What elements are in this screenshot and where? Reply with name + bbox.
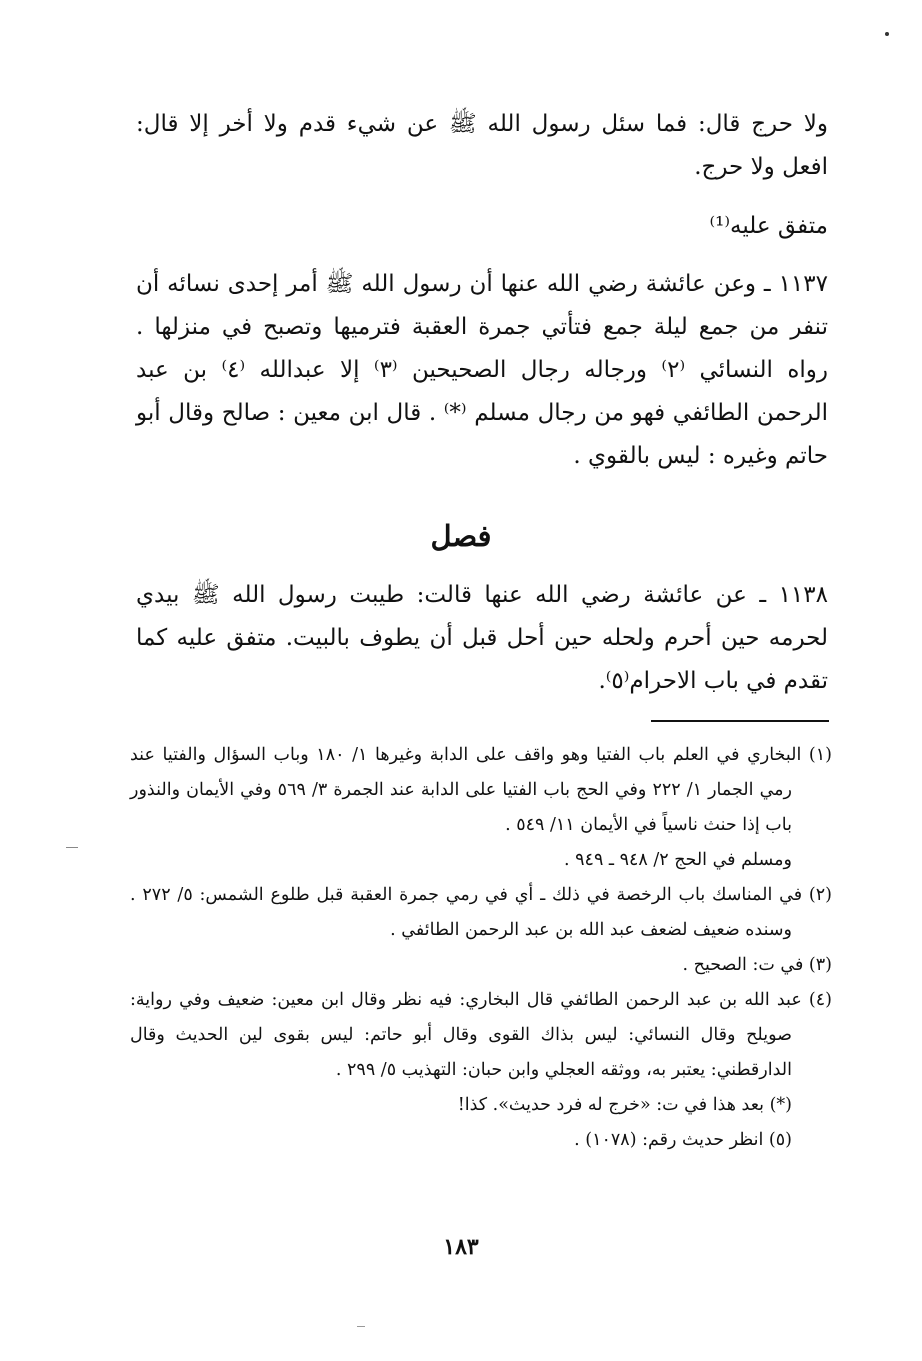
section-heading: فصل	[430, 519, 492, 553]
footnote-1-continuation: ومسلم في الحج ٢/ ٩٤٨ ـ ٩٤٩ .	[564, 850, 792, 870]
scan-speck	[357, 1326, 365, 1327]
footnote-2: (٢) في المناسك باب الرخصة في ذلك ـ أي في رمي جمرة العقبة قبل طلوع الشمس: ٥/ ٢٧٢ . وسنده ضعيف لضعف عبد الله بن عبد الرحمن الطائفي .	[130, 885, 832, 940]
footnote-star: (*) بعد هذا في ت: «خرج له فرد حديث». كذا!	[457, 1095, 792, 1115]
footnotes	[130, 738, 832, 1158]
footnote-divider	[651, 720, 829, 722]
paragraph-agreed-upon: متفق عليه⁽¹⁾	[709, 213, 828, 239]
scan-speck	[885, 32, 889, 36]
page-number: ١٨٣	[443, 1234, 479, 1260]
footnote-4: (٤) عبد الله بن عبد الرحمن الطائفي قال البخاري: فيه نظر وقال ابن معين: ضعيف وفي رواية: صويلح وقال النسائي: ليس بذاك القوى وقال أبو حاتم: ليس بقوى لين الحديث وقال الدارقطني: يعتبر به، ووثقه العجلي وابن حبان: التهذيب ٥/ ٢٩٩ .	[130, 990, 832, 1080]
paragraph-continuation: ولا حرج قال: فما سئل رسول الله ﷺ عن شيء قدم ولا أخر إلا قال: افعل ولا حرج.	[136, 111, 828, 180]
footnote-5: (٥) انظر حديث رقم: (١٠٧٨) .	[574, 1130, 792, 1150]
footnote-1: (١) البخاري في العلم باب الفتيا وهو واقف على الدابة وغيرها ١/ ١٨٠ وباب السؤال والفتيا عند رمي الجمار ١/ ٢٢٢ وفي الحج باب الفتيا على الدابة عند الجمرة ٣/ ٥٦٩ وفي الأيمان والنذور باب إذا حنث ناسياً في الأيمان ١١/ ٥٤٩ .	[130, 745, 832, 835]
hadith-1137: ١١٣٧ ـ وعن عائشة رضي الله عنها أن رسول الله ﷺ أمر إحدى نسائه أن تنفر من جمع ليلة جمع فتأتي جمرة العقبة فترميها وتصبح في منزلها . رواه النسائي ⁽٢⁾ ورجاله رجال الصحيحين ⁽٣⁾ إلا عبدالله ⁽٤⁾ بن عبد الرحمن الطائفي فهو من رجال مسلم ⁽*⁾ . قال ابن معين : صالح وقال أبو حاتم وغيره : ليس بالقوي .	[136, 271, 828, 469]
scan-speck	[66, 847, 78, 848]
hadith-1138: ١١٣٨ ـ عن عائشة رضي الله عنها قالت: طيبت رسول الله ﷺ بيدي لحرمه حين أحرم ولحله حين أحل قبل أن يطوف بالبيت. متفق عليه كما تقدم في باب الاحرام⁽٥⁾.	[136, 582, 828, 694]
footnote-3: (٣) في ت: الصحيح .	[682, 955, 832, 975]
